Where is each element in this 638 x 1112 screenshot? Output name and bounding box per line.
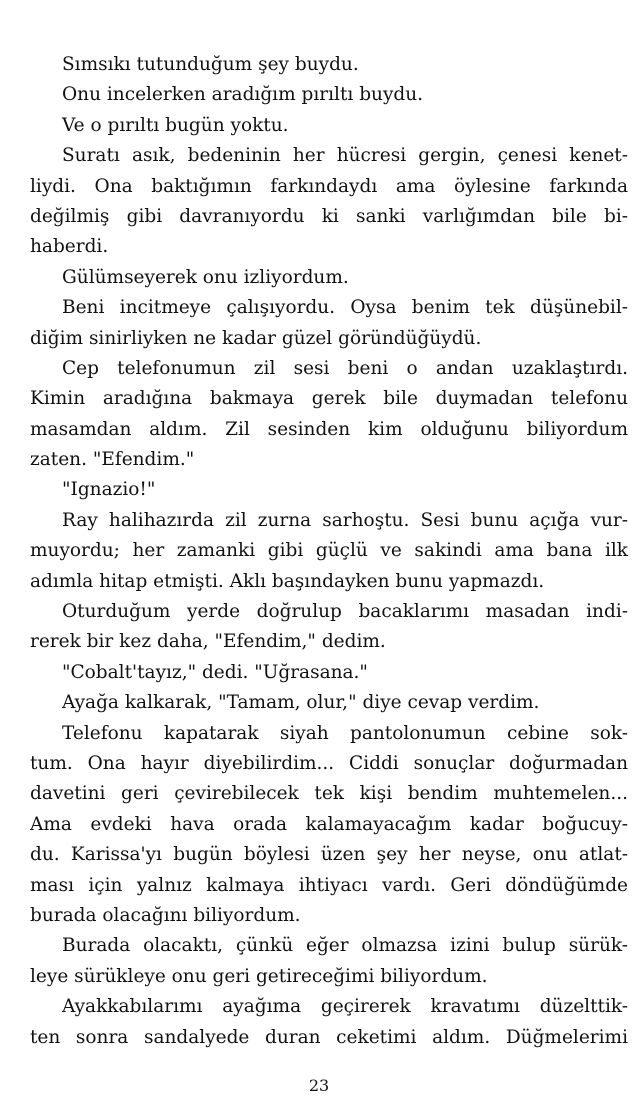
text-line: diğim sinirliyken ne kadar güzel göründüğüydü.: [30, 327, 482, 349]
text-line: masamdan aldım. Zil sesinden kim olduğunu biliyordum: [30, 418, 628, 440]
text-line: Oturduğum yerde doğrulup bacaklarımı masadan indi-: [62, 601, 628, 623]
text-line: Onu incelerken aradığım pırıltı buydu.: [62, 84, 424, 106]
text-line: burada olacağını biliyordum.: [30, 904, 301, 926]
text-line: ten sonra sandalyede duran ceketimi aldım. Düğmelerimi: [30, 1026, 628, 1048]
body-text: [30, 50, 628, 1053]
text-line: Ve o pırıltı bugün yoktu.: [62, 114, 289, 136]
text-line: Burada olacaktı, çünkü eğer olmazsa izini bulup sürük-: [62, 935, 628, 957]
text-line: değilmiş gibi davranıyordu ki sanki varlığımdan bile bi-: [30, 205, 628, 227]
text-line: "Ignazio!": [62, 479, 156, 501]
text-line: ması için yalnız kalmaya ihtiyacı vardı. Geri döndüğümde: [30, 874, 628, 896]
text-line: adımla hitap etmişti. Aklı başındayken bunu yapmazdı.: [30, 570, 545, 592]
text-line: Beni incitmeye çalışıyordu. Oysa benim tek düşünebil-: [62, 297, 628, 319]
text-line: davetini geri çevirebilecek tek kişi bendim muhtemelen...: [30, 783, 628, 805]
text-line: Suratı asık, bedeninin her hücresi gergin, çenesi kenet-: [62, 145, 628, 167]
text-line: Ayağa kalkarak, "Tamam, olur," diye cevap verdim.: [62, 692, 540, 714]
text-line: leye sürükleye onu geri getireceğimi biliyordum.: [30, 965, 488, 987]
text-line: Telefonu kapatarak siyah pantolonumun cebine sok-: [62, 722, 628, 744]
text-line: "Cobalt'tayız," dedi. "Uğrasana.": [62, 661, 368, 683]
text-line: Ray halihazırda zil zurna sarhoştu. Sesi bunu açığa vur-: [62, 509, 628, 531]
text-line: haberdi.: [30, 236, 109, 258]
text-line: tum. Ona hayır diyebilirdim... Ciddi sonuçlar doğurmadan: [30, 752, 628, 774]
text-line: Sımsıkı tutunduğum şey buydu.: [62, 54, 359, 75]
text-line: du. Karissa'yı bugün böylesi üzen şey her neyse, onu atlat-: [30, 844, 628, 866]
text-line: Gülümseyerek onu izliyordum.: [62, 266, 349, 288]
text-line: Cep telefonumun zil sesi beni o andan uzaklaştırdı.: [62, 357, 628, 379]
text-line: rerek bir kez daha, "Efendim," dedim.: [30, 631, 386, 653]
text-line: Ayakkabılarımı ayağıma geçirerek kravatımı düzelttik-: [62, 996, 628, 1018]
text-line: muyordu; her zamanki gibi güçlü ve sakindi ama bana ilk: [30, 540, 628, 562]
text-line: liydi. Ona baktığımın farkındaydı ama öylesine farkında: [30, 175, 628, 197]
text-line: zaten. "Efendim.": [30, 449, 195, 471]
page-number: 23: [308, 1076, 330, 1095]
text-line: Ama evdeki hava orada kalamayacağım kadar boğucuy-: [30, 813, 628, 835]
text-line: Kimin aradığına bakmaya gerek bile duymadan telefonu: [30, 388, 628, 410]
